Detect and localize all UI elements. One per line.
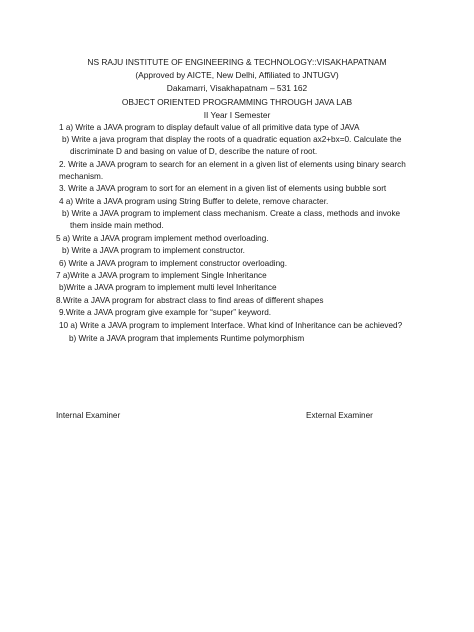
lab-title: OBJECT ORIENTED PROGRAMMING THROUGH JAVA LAB (121, 97, 353, 107)
program-item: 3. Write a JAVA program to sort for an element in a given list of elements using bubble sort (59, 184, 387, 193)
external-examiner-label: External Examiner (306, 411, 373, 420)
program-item: b) Write a java program that display the roots of a quadratic equation ax2+bx=0. Calculate the (62, 135, 402, 144)
program-item: them inside main method. (70, 221, 164, 230)
year-semester: II Year I Semester (203, 110, 271, 120)
program-item: 9.Write a JAVA program give example for “super” keyword. (59, 308, 272, 317)
address-line: Dakamarri, Visakhapatnam – 531 162 (166, 83, 308, 93)
program-item: 2. Write a JAVA program to search for an element in a given list of elements using binary search (59, 160, 406, 169)
program-item: b) Write a JAVA program that implements Runtime polymorphism (69, 334, 305, 343)
program-item: 10 a) Write a JAVA program to implement Interface. What kind of Inheritance can be achieved? (59, 321, 403, 330)
internal-examiner-label: Internal Examiner (56, 411, 121, 420)
program-item: 5 a) Write a JAVA program implement method overloading. (56, 234, 269, 243)
program-item: 8.Write a JAVA program for abstract class to find areas of different shapes (56, 296, 324, 305)
approval-line: (Approved by AICTE, New Delhi, Affiliated to JNTUGV) (135, 70, 339, 80)
program-item: 4 a) Write a JAVA program using String Buffer to delete, remove character. (59, 197, 329, 206)
program-item: mechanism. (59, 172, 104, 181)
program-item: b) Write a JAVA program to implement constructor. (62, 246, 245, 255)
program-item: b)Write a JAVA program to implement multi level Inheritance (59, 283, 277, 292)
program-item: b) Write a JAVA program to implement class mechanism. Create a class, methods and invoke (62, 209, 401, 218)
program-item: 6) Write a JAVA program to implement constructor overloading. (59, 259, 287, 268)
program-item: discriminate D and basing on value of D, describe the nature of root. (70, 147, 318, 156)
program-item: 7 a)Write a JAVA program to implement Single Inheritance (56, 271, 267, 280)
institute-name: NS RAJU INSTITUTE OF ENGINEERING & TECHNOLOGY::VISAKHAPATNAM (87, 57, 387, 67)
program-item: 1 a) Write a JAVA program to display default value of all primitive data type of JAVA (59, 123, 360, 132)
